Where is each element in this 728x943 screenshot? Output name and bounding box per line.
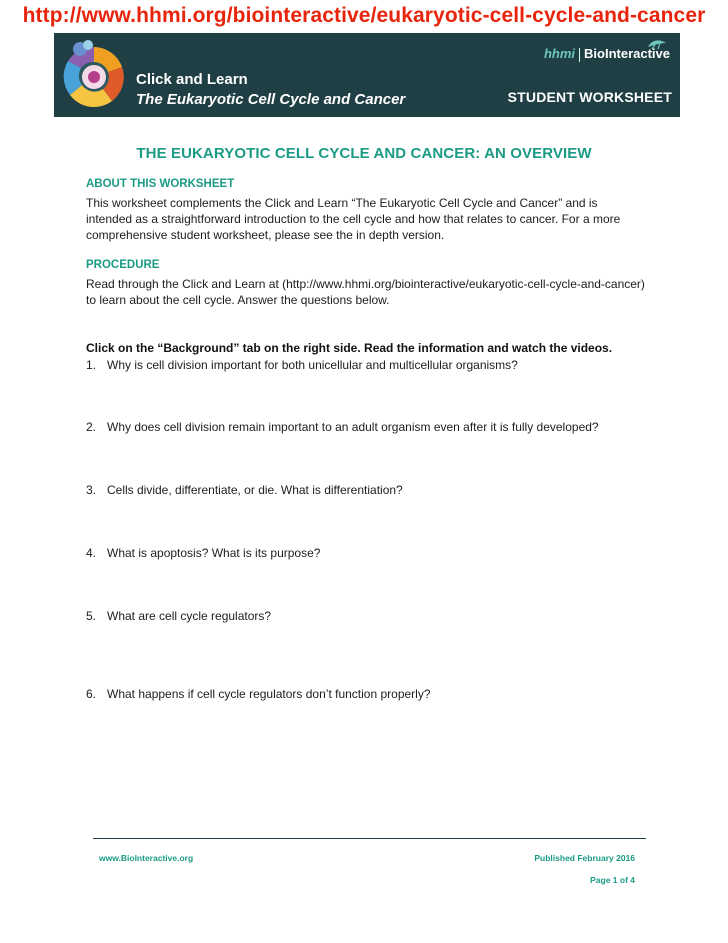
question-text: What happens if cell cycle regulators don’t function properly?	[107, 687, 431, 701]
question-item	[86, 608, 646, 624]
question-item	[86, 482, 646, 498]
question-number: 5.	[86, 609, 97, 623]
footer-divider	[93, 838, 646, 839]
brand-separator	[579, 48, 580, 62]
banner-subtitle: The Eukaryotic Cell Cycle and Cancer	[136, 91, 406, 108]
question-text: What is apoptosis? What is its purpose?	[107, 546, 321, 560]
footer-page-number: Page 1 of 4	[590, 875, 635, 885]
question-item	[86, 545, 646, 561]
question-text: Cells divide, differentiate, or die. What is differentiation?	[107, 483, 403, 497]
instruction-text: Click on the “Background” tab on the right side. Read the information and watch the videos.	[86, 341, 613, 355]
question-item	[86, 686, 646, 702]
cell-cycle-wheel-icon	[60, 37, 130, 111]
footer-published: Published February 2016	[534, 853, 635, 863]
question-text: What are cell cycle regulators?	[107, 609, 272, 623]
worksheet-label: STUDENT WORKSHEET	[507, 89, 672, 105]
question-text: Why is cell division important for both unicellular and multicellular organisms?	[107, 358, 518, 372]
source-url: http://www.hhmi.org/biointeractive/eukaryotic-cell-cycle-and-cancer	[22, 4, 706, 27]
question-number: 2.	[86, 420, 97, 434]
question-item	[86, 419, 646, 435]
question-number: 1.	[86, 358, 97, 372]
about-heading: ABOUT THIS WORKSHEET	[86, 178, 235, 190]
page-title: THE EUKARYOTIC CELL CYCLE AND CANCER: AN OVERVIEW	[136, 145, 592, 162]
question-number: 4.	[86, 546, 97, 560]
brand-biointeractive: BioInteractive	[584, 46, 670, 61]
question-number: 6.	[86, 687, 97, 701]
banner-title: Click and Learn	[136, 71, 248, 88]
footer-website: www.BioInteractive.org	[99, 853, 194, 863]
header-banner	[54, 33, 680, 117]
question-item	[86, 357, 646, 373]
brand-hhmi: hhmi	[543, 46, 576, 61]
procedure-heading: PROCEDURE	[86, 259, 160, 271]
question-number: 3.	[86, 483, 97, 497]
question-text: Why does cell division remain important to an adult organism even after it is fully developed?	[107, 420, 599, 434]
about-text: This worksheet complements the Click and Learn “The Eukaryotic Cell Cycle and Cancer” and is intended as a straightforward introduction to the cell cycle and how that relates to cancer. For a more comprehensive student worksheet, please see the in depth version.	[86, 196, 621, 242]
brand-logo	[544, 46, 670, 62]
procedure-text: Read through the Click and Learn at (http://www.hhmi.org/biointeractive/eukaryotic-cell-cycle-and-cancer) to learn about the cell cycle. Answer the questions below.	[86, 277, 645, 307]
